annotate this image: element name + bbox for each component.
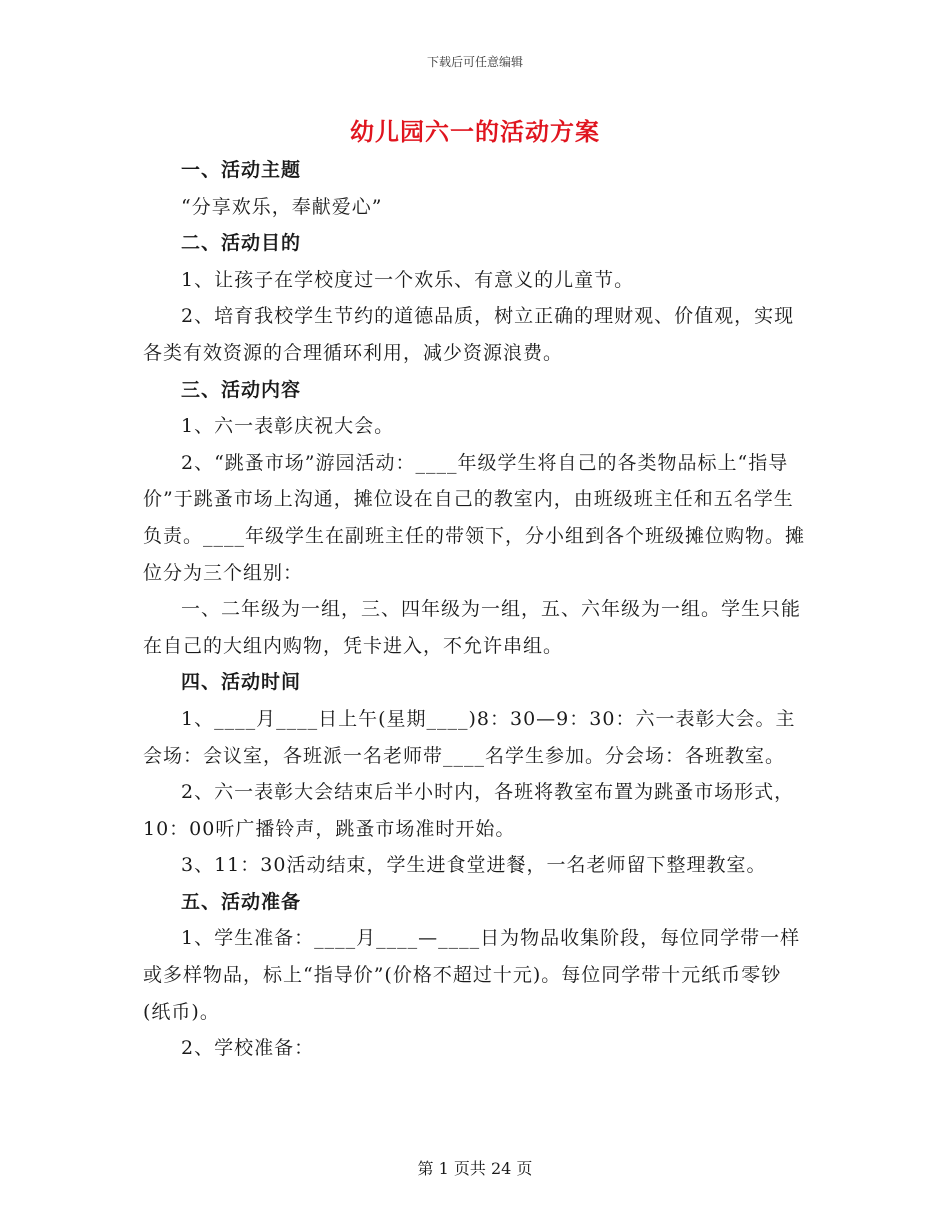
document-title: 幼儿园六一的活动方案 [350, 118, 600, 146]
document-body [143, 152, 808, 1067]
page-header-note: 下载后可任意编辑 [426, 55, 523, 69]
paragraph: 3、11：30活动结束，学生进食堂进餐，一名老师留下整理教室。 [181, 854, 767, 877]
paragraph: 2、培育我校学生节约的道德品质，树立正确的理财观、价值观，实现各类有效资源的合理循环利用，减少资源浪费。 [143, 305, 795, 364]
section-heading-preparation: 五、活动准备 [181, 890, 302, 913]
paragraph: 一、二年级为一组，三、四年级为一组，五、六年级为一组。学生只能在自己的大组内购物，凭卡进入，不允许串组。 [143, 598, 802, 657]
paragraph: 1、让孩子在学校度过一个欢乐、有意义的儿童节。 [181, 268, 635, 291]
section-heading-theme: 一、活动主题 [181, 159, 302, 181]
paragraph: 2、六一表彰大会结束后半小时内，各班将教室布置为跳蚤市场形式，10：00听广播铃声，跳蚤市场准时开始。 [143, 781, 795, 840]
paragraph: 1、____月____日上午(星期____)8：30—9：30：六一表彰大会。主会场：会议室，各班派一名老师带____名学生参加。分会场：各班教室。 [143, 707, 796, 767]
paragraph: 1、六一表彰庆祝大会。 [181, 415, 395, 438]
page-number: 第 1 页共 24 页 [417, 1159, 533, 1178]
paragraph: 1、学生准备：____月____—____日为物品收集阶段，每位同学带一样或多样物品，标上“指导价”(价格不超过十元)。每位同学带十元纸币零钞(纸币)。 [143, 927, 801, 1023]
section-heading-content: 三、活动内容 [181, 378, 302, 401]
paragraph: 2、学校准备： [181, 1037, 315, 1060]
section-heading-purpose: 二、活动目的 [181, 232, 302, 255]
paragraph: 2、“跳蚤市场”游园活动：____年级学生将自己的各类物品标上“指导价”于跳蚤市场上沟通，摊位设在自己的教室内，由班级班主任和五名学生负责。____年级学生在副班主任的带领下，分小组到各个班级摊位购物。摊位分为三个组别： [143, 451, 806, 584]
section-heading-time: 四、活动时间 [181, 671, 302, 694]
paragraph: “分享欢乐，奉献爱心” [181, 195, 383, 218]
